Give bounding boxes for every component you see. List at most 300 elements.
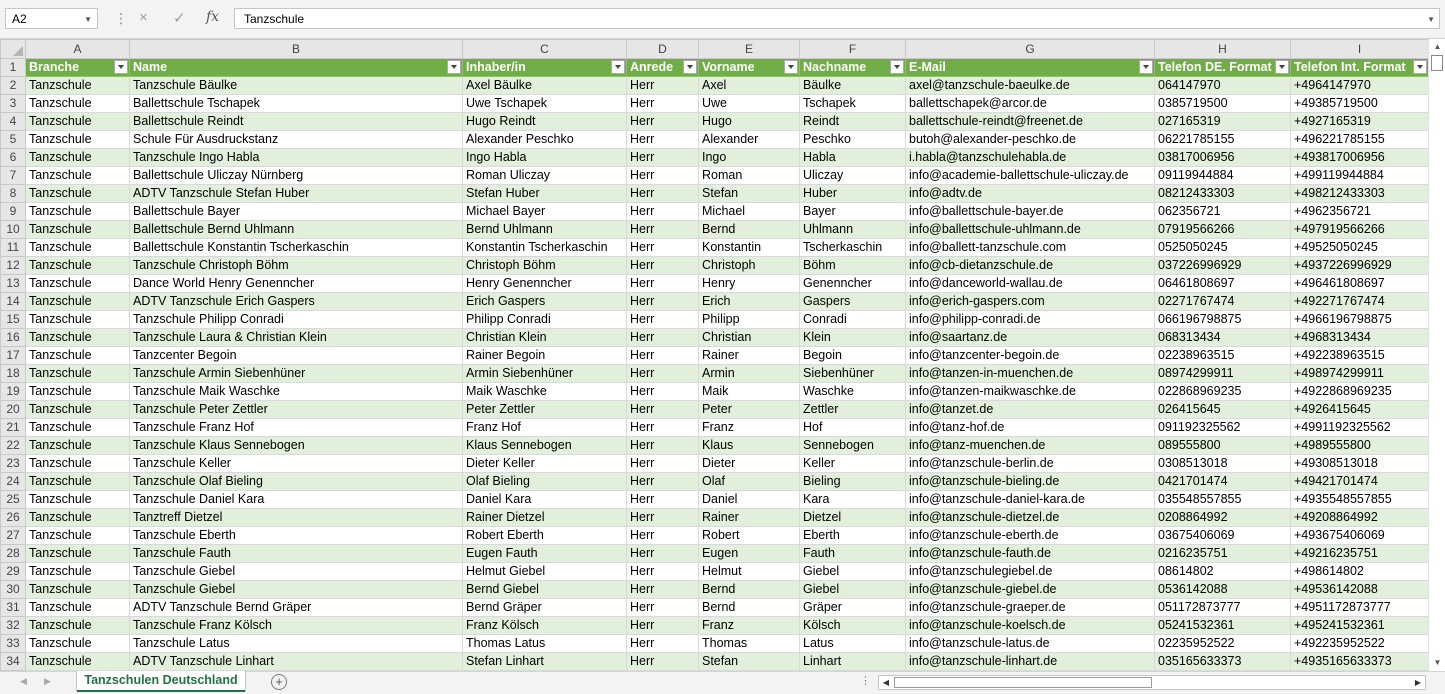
row-header[interactable]: 21	[1, 419, 26, 437]
scroll-thumb[interactable]	[894, 677, 1152, 688]
table-cell[interactable]: Herr	[627, 77, 699, 95]
row-header[interactable]: 12	[1, 257, 26, 275]
table-cell[interactable]: Tanzschule Eberth	[130, 527, 463, 545]
row-header[interactable]: 32	[1, 617, 26, 635]
table-cell[interactable]: Bayer	[800, 203, 906, 221]
filter-dropdown-icon[interactable]	[611, 60, 625, 74]
table-cell[interactable]: Peschko	[800, 131, 906, 149]
table-cell[interactable]: Bernd Gräper	[463, 599, 627, 617]
table-cell[interactable]: Herr	[627, 581, 699, 599]
header-cell[interactable]	[130, 59, 463, 77]
table-cell[interactable]: Herr	[627, 185, 699, 203]
table-cell[interactable]: Ballettschule Bayer	[130, 203, 463, 221]
row-header[interactable]: 17	[1, 347, 26, 365]
table-cell[interactable]: Bernd	[699, 581, 800, 599]
table-cell[interactable]: Herr	[627, 167, 699, 185]
table-cell[interactable]: Herr	[627, 545, 699, 563]
table-cell[interactable]: Uwe	[699, 95, 800, 113]
table-cell[interactable]: info@tanz-hof.de	[906, 419, 1155, 437]
table-cell[interactable]: +4935548557855	[1291, 491, 1429, 509]
table-cell[interactable]: Herr	[627, 473, 699, 491]
table-cell[interactable]: info@tanzschule-eberth.de	[906, 527, 1155, 545]
table-cell[interactable]: Tanzschule	[26, 131, 130, 149]
scroll-left-icon[interactable]: ◀	[882, 678, 890, 687]
table-cell[interactable]: 066196798875	[1155, 311, 1291, 329]
header-cell[interactable]	[1291, 59, 1429, 77]
table-cell[interactable]: Herr	[627, 365, 699, 383]
table-cell[interactable]: 026415645	[1155, 401, 1291, 419]
next-sheet-icon[interactable]: ▶	[44, 676, 51, 686]
row-header[interactable]: 11	[1, 239, 26, 257]
table-cell[interactable]: +4926415645	[1291, 401, 1429, 419]
table-cell[interactable]: Peter	[699, 401, 800, 419]
table-cell[interactable]: Herr	[627, 149, 699, 167]
table-cell[interactable]: Tanzschule	[26, 455, 130, 473]
table-cell[interactable]: Klein	[800, 329, 906, 347]
table-cell[interactable]: Christoph Böhm	[463, 257, 627, 275]
table-cell[interactable]: Tanzschule	[26, 581, 130, 599]
table-cell[interactable]: Kölsch	[800, 617, 906, 635]
table-cell[interactable]: Habla	[800, 149, 906, 167]
table-cell[interactable]: Tanzschule	[26, 185, 130, 203]
table-cell[interactable]: Robert Eberth	[463, 527, 627, 545]
table-cell[interactable]: info@tanzschule-linhart.de	[906, 653, 1155, 671]
table-cell[interactable]: info@tanzet.de	[906, 401, 1155, 419]
filter-dropdown-icon[interactable]	[114, 60, 128, 74]
table-cell[interactable]: Stefan	[699, 653, 800, 671]
table-cell[interactable]: Tanzschule Peter Zettler	[130, 401, 463, 419]
table-cell[interactable]: info@ballettschule-bayer.de	[906, 203, 1155, 221]
header-cell[interactable]	[627, 59, 699, 77]
table-cell[interactable]: Herr	[627, 311, 699, 329]
table-cell[interactable]: ballettschapek@arcor.de	[906, 95, 1155, 113]
row-header[interactable]: 31	[1, 599, 26, 617]
row-header[interactable]: 18	[1, 365, 26, 383]
table-cell[interactable]: Ballettschule Uliczay Nürnberg	[130, 167, 463, 185]
scroll-up-icon[interactable]: ▲	[1433, 42, 1442, 51]
table-cell[interactable]: 09119944884	[1155, 167, 1291, 185]
table-cell[interactable]: +49385719500	[1291, 95, 1429, 113]
table-cell[interactable]: Tanzschule	[26, 293, 130, 311]
table-cell[interactable]: info@tanz-muenchen.de	[906, 437, 1155, 455]
table-cell[interactable]: Armin	[699, 365, 800, 383]
table-cell[interactable]: Uwe Tschapek	[463, 95, 627, 113]
table-cell[interactable]: Christian	[699, 329, 800, 347]
table-cell[interactable]: Herr	[627, 437, 699, 455]
table-cell[interactable]: Herr	[627, 221, 699, 239]
table-cell[interactable]: Schule Für Ausdruckstanz	[130, 131, 463, 149]
table-cell[interactable]: Philipp Conradi	[463, 311, 627, 329]
table-cell[interactable]: ADTV Tanzschule Bernd Gräper	[130, 599, 463, 617]
table-cell[interactable]: Axel Bäulke	[463, 77, 627, 95]
table-cell[interactable]: Tanzschule	[26, 491, 130, 509]
table-cell[interactable]: Helmut	[699, 563, 800, 581]
table-cell[interactable]: Herr	[627, 275, 699, 293]
table-cell[interactable]: +49421701474	[1291, 473, 1429, 491]
table-cell[interactable]: Tanzschule	[26, 527, 130, 545]
table-cell[interactable]: Uhlmann	[800, 221, 906, 239]
header-cell[interactable]	[906, 59, 1155, 77]
row-header[interactable]: 7	[1, 167, 26, 185]
table-cell[interactable]: Waschke	[800, 383, 906, 401]
table-cell[interactable]: 051172873777	[1155, 599, 1291, 617]
table-cell[interactable]: Ingo	[699, 149, 800, 167]
header-cell[interactable]	[26, 59, 130, 77]
row-header[interactable]: 33	[1, 635, 26, 653]
table-cell[interactable]: Herr	[627, 239, 699, 257]
formula-input[interactable]	[234, 8, 1440, 29]
table-cell[interactable]: Herr	[627, 401, 699, 419]
table-cell[interactable]: Bernd	[699, 221, 800, 239]
table-cell[interactable]: Alexander Peschko	[463, 131, 627, 149]
table-cell[interactable]: info@erich-gaspers.com	[906, 293, 1155, 311]
table-cell[interactable]: Herr	[627, 617, 699, 635]
table-cell[interactable]: Stefan Linhart	[463, 653, 627, 671]
table-cell[interactable]: Bernd	[699, 599, 800, 617]
table-cell[interactable]: 02271767474	[1155, 293, 1291, 311]
row-header[interactable]: 13	[1, 275, 26, 293]
table-cell[interactable]: Herr	[627, 491, 699, 509]
table-cell[interactable]: +498974299911	[1291, 365, 1429, 383]
sheet-tab-active[interactable]: Tanzschulen Deutschland	[77, 671, 245, 692]
table-cell[interactable]: +493675406069	[1291, 527, 1429, 545]
table-cell[interactable]: Tanzschule Latus	[130, 635, 463, 653]
table-cell[interactable]: Herr	[627, 383, 699, 401]
table-cell[interactable]: Michael Bayer	[463, 203, 627, 221]
scroll-right-icon[interactable]: ▶	[1414, 678, 1422, 687]
table-cell[interactable]: info@tanzschule-fauth.de	[906, 545, 1155, 563]
table-cell[interactable]: 06461808697	[1155, 275, 1291, 293]
table-cell[interactable]: Tanzschule	[26, 311, 130, 329]
add-sheet-icon[interactable]: +	[271, 674, 287, 690]
table-cell[interactable]: Tschapek	[800, 95, 906, 113]
table-cell[interactable]: Hugo Reindt	[463, 113, 627, 131]
table-cell[interactable]: Genenncher	[800, 275, 906, 293]
table-cell[interactable]: +4962356721	[1291, 203, 1429, 221]
table-cell[interactable]: 027165319	[1155, 113, 1291, 131]
table-cell[interactable]: info@adtv.de	[906, 185, 1155, 203]
table-cell[interactable]: Thomas	[699, 635, 800, 653]
table-cell[interactable]: 089555800	[1155, 437, 1291, 455]
scroll-thumb[interactable]	[1431, 55, 1443, 71]
table-cell[interactable]: Herr	[627, 203, 699, 221]
name-box[interactable]	[5, 8, 98, 29]
table-cell[interactable]: Maik Waschke	[463, 383, 627, 401]
table-cell[interactable]: info@danceworld-wallau.de	[906, 275, 1155, 293]
table-cell[interactable]: +49308513018	[1291, 455, 1429, 473]
table-cell[interactable]: info@tanzcenter-begoin.de	[906, 347, 1155, 365]
table-cell[interactable]: Michael	[699, 203, 800, 221]
table-cell[interactable]: Bernd Uhlmann	[463, 221, 627, 239]
filter-dropdown-icon[interactable]	[1413, 60, 1427, 74]
table-cell[interactable]: 0536142088	[1155, 581, 1291, 599]
table-cell[interactable]: Tanzschule Ingo Habla	[130, 149, 463, 167]
table-cell[interactable]: ADTV Tanzschule Erich Gaspers	[130, 293, 463, 311]
table-cell[interactable]: info@tanzen-in-muenchen.de	[906, 365, 1155, 383]
table-cell[interactable]: Tanzschule Maik Waschke	[130, 383, 463, 401]
table-cell[interactable]: Axel	[699, 77, 800, 95]
table-cell[interactable]: Franz Kölsch	[463, 617, 627, 635]
table-cell[interactable]: Tscherkaschin	[800, 239, 906, 257]
filter-dropdown-icon[interactable]	[1275, 60, 1289, 74]
table-cell[interactable]: Tanzschule	[26, 437, 130, 455]
table-cell[interactable]: Tanzschule Franz Hof	[130, 419, 463, 437]
table-cell[interactable]: Tanzschule	[26, 257, 130, 275]
table-cell[interactable]: Herr	[627, 509, 699, 527]
table-cell[interactable]: info@tanzschulegiebel.de	[906, 563, 1155, 581]
header-cell[interactable]	[463, 59, 627, 77]
table-cell[interactable]: info@cb-dietanzschule.de	[906, 257, 1155, 275]
table-cell[interactable]: +49536142088	[1291, 581, 1429, 599]
table-cell[interactable]: ballettschule-reindt@freenet.de	[906, 113, 1155, 131]
row-header[interactable]: 4	[1, 113, 26, 131]
row-header[interactable]: 8	[1, 185, 26, 203]
table-cell[interactable]: 035548557855	[1155, 491, 1291, 509]
table-cell[interactable]: Tanzschule Fauth	[130, 545, 463, 563]
table-cell[interactable]: axel@tanzschule-baeulke.de	[906, 77, 1155, 95]
table-cell[interactable]: Tanzschule	[26, 329, 130, 347]
table-cell[interactable]: Tanzschule	[26, 77, 130, 95]
table-cell[interactable]: +4968313434	[1291, 329, 1429, 347]
table-cell[interactable]: +492235952522	[1291, 635, 1429, 653]
table-cell[interactable]: +493817006956	[1291, 149, 1429, 167]
table-cell[interactable]: butoh@alexander-peschko.de	[906, 131, 1155, 149]
table-cell[interactable]: Rainer	[699, 509, 800, 527]
table-cell[interactable]: Tanzschule	[26, 95, 130, 113]
table-cell[interactable]: Gaspers	[800, 293, 906, 311]
table-cell[interactable]: info@tanzschule-giebel.de	[906, 581, 1155, 599]
table-cell[interactable]: Giebel	[800, 563, 906, 581]
column-header-i[interactable]: I	[1291, 40, 1429, 59]
table-cell[interactable]: Herr	[627, 257, 699, 275]
table-cell[interactable]: Sennebogen	[800, 437, 906, 455]
table-cell[interactable]: Tanzschule Philipp Conradi	[130, 311, 463, 329]
table-cell[interactable]: Tanzschule Bäulke	[130, 77, 463, 95]
filter-dropdown-icon[interactable]	[890, 60, 904, 74]
column-header-h[interactable]: H	[1155, 40, 1291, 59]
table-cell[interactable]: Huber	[800, 185, 906, 203]
table-cell[interactable]: Tanzschule	[26, 347, 130, 365]
table-cell[interactable]: Ballettschule Konstantin Tscherkaschin	[130, 239, 463, 257]
table-cell[interactable]: Tanzschule Christoph Böhm	[130, 257, 463, 275]
select-all-corner[interactable]	[1, 40, 26, 59]
row-header[interactable]: 10	[1, 221, 26, 239]
table-cell[interactable]: Tanzschule	[26, 653, 130, 671]
row-header[interactable]: 20	[1, 401, 26, 419]
table-cell[interactable]: Henry	[699, 275, 800, 293]
table-cell[interactable]: Roman Uliczay	[463, 167, 627, 185]
insert-function-icon[interactable]: fx	[206, 9, 220, 25]
table-cell[interactable]: Tanzschule	[26, 383, 130, 401]
table-cell[interactable]: 08974299911	[1155, 365, 1291, 383]
table-cell[interactable]: Tanztreff Dietzel	[130, 509, 463, 527]
column-header-c[interactable]: C	[463, 40, 627, 59]
table-cell[interactable]: Tanzschule Armin Siebenhüner	[130, 365, 463, 383]
table-cell[interactable]: Rainer	[699, 347, 800, 365]
table-cell[interactable]: Bäulke	[800, 77, 906, 95]
table-cell[interactable]: Eugen Fauth	[463, 545, 627, 563]
table-cell[interactable]: Herr	[627, 599, 699, 617]
table-cell[interactable]: info@tanzschule-bieling.de	[906, 473, 1155, 491]
table-cell[interactable]: Böhm	[800, 257, 906, 275]
table-cell[interactable]: Tanzschule Keller	[130, 455, 463, 473]
table-cell[interactable]: Tanzschule	[26, 635, 130, 653]
table-cell[interactable]: Tanzschule Olaf Bieling	[130, 473, 463, 491]
table-cell[interactable]: Christoph	[699, 257, 800, 275]
row-header[interactable]: 29	[1, 563, 26, 581]
table-cell[interactable]: Tanzschule	[26, 401, 130, 419]
row-header[interactable]: 5	[1, 131, 26, 149]
table-cell[interactable]: Herr	[627, 653, 699, 671]
table-cell[interactable]: 0308513018	[1155, 455, 1291, 473]
row-header[interactable]: 2	[1, 77, 26, 95]
column-header-e[interactable]: E	[699, 40, 800, 59]
table-cell[interactable]: Zettler	[800, 401, 906, 419]
table-cell[interactable]: +4964147970	[1291, 77, 1429, 95]
table-cell[interactable]: +496221785155	[1291, 131, 1429, 149]
table-cell[interactable]: Tanzschule Daniel Kara	[130, 491, 463, 509]
table-cell[interactable]: +498212433303	[1291, 185, 1429, 203]
table-cell[interactable]: Herr	[627, 293, 699, 311]
row-header[interactable]: 9	[1, 203, 26, 221]
table-cell[interactable]: ADTV Tanzschule Linhart	[130, 653, 463, 671]
table-cell[interactable]: Helmut Giebel	[463, 563, 627, 581]
table-cell[interactable]: i.habla@tanzschulehabla.de	[906, 149, 1155, 167]
scroll-down-icon[interactable]: ▼	[1433, 658, 1442, 667]
table-cell[interactable]: 037226996929	[1155, 257, 1291, 275]
row-header[interactable]: 26	[1, 509, 26, 527]
table-cell[interactable]: Tanzschule	[26, 275, 130, 293]
row-header[interactable]: 6	[1, 149, 26, 167]
table-cell[interactable]: 068313434	[1155, 329, 1291, 347]
header-cell[interactable]	[699, 59, 800, 77]
table-cell[interactable]: Tanzschule	[26, 473, 130, 491]
row-header[interactable]: 3	[1, 95, 26, 113]
table-cell[interactable]: Klaus	[699, 437, 800, 455]
table-cell[interactable]: Herr	[627, 527, 699, 545]
table-cell[interactable]: 06221785155	[1155, 131, 1291, 149]
column-header-f[interactable]: F	[800, 40, 906, 59]
table-cell[interactable]: +4966196798875	[1291, 311, 1429, 329]
column-header-g[interactable]: G	[906, 40, 1155, 59]
table-cell[interactable]: Siebenhüner	[800, 365, 906, 383]
table-cell[interactable]: info@tanzen-maikwaschke.de	[906, 383, 1155, 401]
table-cell[interactable]: Franz Hof	[463, 419, 627, 437]
table-cell[interactable]: Tanzschule	[26, 509, 130, 527]
table-cell[interactable]: Klaus Sennebogen	[463, 437, 627, 455]
table-cell[interactable]: info@tanzschule-daniel-kara.de	[906, 491, 1155, 509]
table-cell[interactable]: Franz	[699, 419, 800, 437]
table-cell[interactable]: Daniel Kara	[463, 491, 627, 509]
table-cell[interactable]: +4927165319	[1291, 113, 1429, 131]
table-cell[interactable]: +4951172873777	[1291, 599, 1429, 617]
table-cell[interactable]: +492271767474	[1291, 293, 1429, 311]
table-cell[interactable]: Tanzschule	[26, 203, 130, 221]
table-cell[interactable]: Giebel	[800, 581, 906, 599]
column-header-d[interactable]: D	[627, 40, 699, 59]
table-cell[interactable]: info@tanzschule-latus.de	[906, 635, 1155, 653]
table-cell[interactable]: Tanzschule	[26, 149, 130, 167]
table-cell[interactable]: Christian Klein	[463, 329, 627, 347]
table-cell[interactable]: info@saartanz.de	[906, 329, 1155, 347]
table-cell[interactable]: Tanzschule	[26, 419, 130, 437]
table-cell[interactable]: Linhart	[800, 653, 906, 671]
table-cell[interactable]: Thomas Latus	[463, 635, 627, 653]
table-cell[interactable]: Herr	[627, 563, 699, 581]
table-cell[interactable]: Eugen	[699, 545, 800, 563]
table-cell[interactable]: Alexander	[699, 131, 800, 149]
vertical-scrollbar[interactable]	[1428, 39, 1445, 671]
row-header[interactable]: 1	[1, 59, 26, 77]
table-cell[interactable]: Roman	[699, 167, 800, 185]
table-cell[interactable]: info@tanzschule-koelsch.de	[906, 617, 1155, 635]
table-cell[interactable]: Maik	[699, 383, 800, 401]
filter-dropdown-icon[interactable]	[784, 60, 798, 74]
table-cell[interactable]: Herr	[627, 113, 699, 131]
table-cell[interactable]: Tanzschule Giebel	[130, 581, 463, 599]
table-cell[interactable]: Ballettschule Bernd Uhlmann	[130, 221, 463, 239]
table-cell[interactable]: Reindt	[800, 113, 906, 131]
table-cell[interactable]: Tanzschule	[26, 113, 130, 131]
table-cell[interactable]: 0421701474	[1155, 473, 1291, 491]
table-cell[interactable]: 07919566266	[1155, 221, 1291, 239]
table-cell[interactable]: Fauth	[800, 545, 906, 563]
table-cell[interactable]: Erich Gaspers	[463, 293, 627, 311]
table-cell[interactable]: Latus	[800, 635, 906, 653]
table-cell[interactable]: Robert	[699, 527, 800, 545]
table-cell[interactable]: info@ballettschule-uhlmann.de	[906, 221, 1155, 239]
table-cell[interactable]: 064147970	[1155, 77, 1291, 95]
table-cell[interactable]: Conradi	[800, 311, 906, 329]
table-cell[interactable]: Gräper	[800, 599, 906, 617]
column-header-b[interactable]: B	[130, 40, 463, 59]
table-cell[interactable]: Ballettschule Reindt	[130, 113, 463, 131]
table-cell[interactable]: Tanzschule	[26, 239, 130, 257]
table-cell[interactable]: Tanzschule Klaus Sennebogen	[130, 437, 463, 455]
table-cell[interactable]: Stefan	[699, 185, 800, 203]
table-cell[interactable]: info@tanzschule-dietzel.de	[906, 509, 1155, 527]
horizontal-scrollbar[interactable]	[878, 675, 1426, 690]
table-cell[interactable]: Herr	[627, 455, 699, 473]
row-header[interactable]: 16	[1, 329, 26, 347]
table-cell[interactable]: Tanzschule	[26, 599, 130, 617]
table-cell[interactable]: 02235952522	[1155, 635, 1291, 653]
table-cell[interactable]: ADTV Tanzschule Stefan Huber	[130, 185, 463, 203]
table-cell[interactable]: Erich	[699, 293, 800, 311]
table-cell[interactable]: Tanzschule	[26, 365, 130, 383]
table-cell[interactable]: Rainer Dietzel	[463, 509, 627, 527]
table-cell[interactable]: Daniel	[699, 491, 800, 509]
table-cell[interactable]: Tanzschule	[26, 617, 130, 635]
table-cell[interactable]: Herr	[627, 419, 699, 437]
row-header[interactable]: 30	[1, 581, 26, 599]
table-cell[interactable]: +499119944884	[1291, 167, 1429, 185]
table-cell[interactable]: info@tanzschule-berlin.de	[906, 455, 1155, 473]
table-cell[interactable]: Dietzel	[800, 509, 906, 527]
table-cell[interactable]: +4935165633373	[1291, 653, 1429, 671]
table-cell[interactable]: Dance World Henry Genenncher	[130, 275, 463, 293]
table-cell[interactable]: Bernd Giebel	[463, 581, 627, 599]
table-cell[interactable]: +4922868969235	[1291, 383, 1429, 401]
row-header[interactable]: 14	[1, 293, 26, 311]
row-header[interactable]: 27	[1, 527, 26, 545]
row-header[interactable]: 28	[1, 545, 26, 563]
table-cell[interactable]: Hugo	[699, 113, 800, 131]
table-cell[interactable]: +495241532361	[1291, 617, 1429, 635]
table-cell[interactable]: Tanzschule Giebel	[130, 563, 463, 581]
table-cell[interactable]: Konstantin Tscherkaschin	[463, 239, 627, 257]
table-cell[interactable]: Tanzschule	[26, 545, 130, 563]
